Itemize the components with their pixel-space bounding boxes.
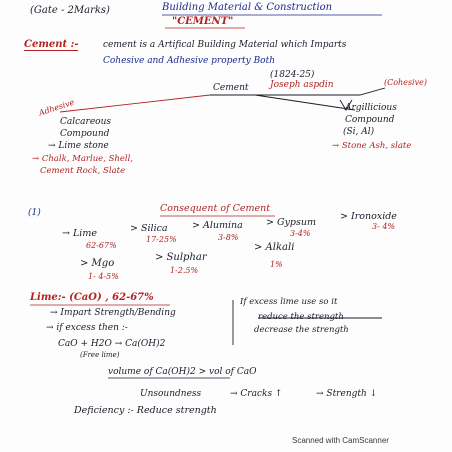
right-material-2: Compound xyxy=(345,115,395,125)
page-subtitle: "CEMENT" xyxy=(172,16,234,27)
constituent-pct: 17-25% xyxy=(146,235,177,244)
origin-inventor: Joseph aspdin xyxy=(270,80,334,90)
origin-cement-label: Cement xyxy=(213,83,249,93)
definition-line-2: Cohesive and Adhesive property Both xyxy=(103,56,276,66)
lime-reaction: CaO + H2O → Ca(OH)2 xyxy=(58,339,166,349)
lime-effect-1: → Impart Strength/Bending xyxy=(50,308,176,318)
left-material-2: Compound xyxy=(60,129,110,139)
constituents-marker: (1) xyxy=(28,208,41,218)
lime-effect-2: → if excess then :- xyxy=(46,323,128,333)
constituent-name: > Alkali xyxy=(254,242,295,253)
side-note-3: decrease the strength xyxy=(254,325,349,335)
constituent-name: > Ironoxide xyxy=(340,211,397,222)
constituent-pct: 1- 4-5% xyxy=(88,272,119,281)
volume-line: volume of Ca(OH)2 > vol of CaO xyxy=(108,367,257,377)
constituent-pct: 1-2.5% xyxy=(170,266,199,275)
constituent-pct: 62-67% xyxy=(86,241,117,250)
page-title: Building Material & Construction xyxy=(162,2,333,13)
side-note-1: If excess lime use so it xyxy=(240,297,338,307)
lime-heading: Lime:- (CaO) , 62-67% xyxy=(30,292,154,303)
constituent-pct: 3-4% xyxy=(290,229,311,238)
scanner-watermark: Scanned with CamScanner xyxy=(292,436,389,445)
cohesive-tag: (Cohesive) xyxy=(384,78,427,87)
side-note-2: reduce the strength xyxy=(258,312,344,322)
constituent-pct: 3- 4% xyxy=(372,222,396,231)
origin-year: (1824-25) xyxy=(270,70,315,80)
adhesive-tag: Adhesive xyxy=(37,97,76,118)
definition-term: Cement :- xyxy=(24,39,79,50)
chain-strength: → Strength ↓ xyxy=(316,389,378,399)
chain-unsoundness: Unsoundness xyxy=(140,389,202,399)
left-material-3: → Lime stone xyxy=(48,141,109,151)
definition-line-1: cement is a Artifical Building Material which Imparts xyxy=(103,40,347,50)
right-material-3: (Si, Al) xyxy=(343,127,375,137)
constituent-pct: 1% xyxy=(270,260,283,269)
deficiency-line: Deficiency :- Reduce strength xyxy=(74,405,217,416)
constituents-heading: Consequent of Cement xyxy=(160,203,271,214)
constituent-name: > Sulphar xyxy=(155,252,207,263)
constituent-name: > Silica xyxy=(130,223,168,234)
free-lime-note: (Free lime) xyxy=(80,351,120,359)
constituent-pct: 3-8% xyxy=(218,233,239,242)
constituent-name: → Lime xyxy=(62,228,97,239)
left-examples-2: Cement Rock, Slate xyxy=(40,166,126,176)
left-examples-1: → Chalk, Marlue, Shell, xyxy=(32,154,134,164)
right-material-1: Argillicious xyxy=(345,103,397,113)
constituent-name: > Alumina xyxy=(192,220,243,231)
right-examples: → Stone Ash, slate xyxy=(332,141,412,151)
constituent-name: > Gypsum xyxy=(266,217,317,228)
chain-cracks: → Cracks ↑ xyxy=(230,389,283,399)
left-material-1: Calcareous xyxy=(60,117,111,127)
exam-tag: (Gate - 2Marks) xyxy=(30,5,110,16)
constituent-name: > Mgo xyxy=(80,258,115,269)
